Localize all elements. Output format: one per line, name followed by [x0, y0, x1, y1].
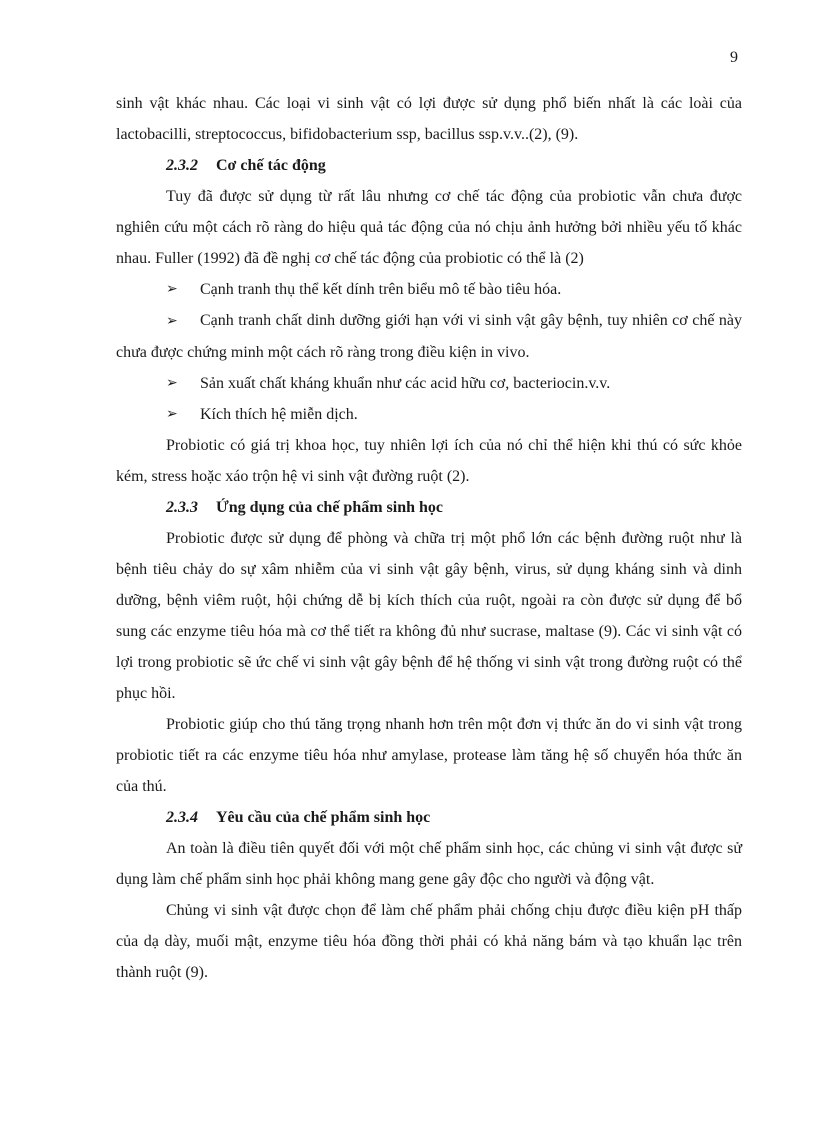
page-number: 9	[730, 49, 738, 66]
bullet-text: Cạnh tranh chất dinh dưỡng giới hạn với vi sinh vật gây bệnh, tuy nhiên cơ chế này chưa được chứng minh một cách rõ ràng trong điều kiện in vivo.	[116, 312, 742, 361]
arrow-bullet-icon: ➢	[166, 313, 178, 329]
section-heading-2-3-4	[166, 802, 742, 833]
section-number: 2.3.3	[166, 499, 198, 516]
arrow-bullet-icon: ➢	[166, 375, 178, 391]
bullet-item	[116, 399, 742, 430]
section-number: 2.3.4	[166, 809, 198, 826]
paragraph: Chủng vi sinh vật được chọn để làm chế phẩm phải chống chịu được điều kiện pH thấp của dạ dày, muối mật, enzyme tiêu hóa đồng thời phải có khả năng bám và tạo khuẩn lạc trên thành ruột (9).	[116, 902, 742, 981]
section-title: Ứng dụng của chế phẩm sinh học	[216, 499, 444, 516]
bullet-text: Kích thích hệ miễn dịch.	[200, 406, 358, 423]
paragraph: sinh vật khác nhau. Các loại vi sinh vật có lợi được sử dụng phổ biến nhất là các loài của lactobacilli, streptococcus, bifidobacterium ssp, bacillus ssp.v.v..(2), (9).	[116, 95, 742, 143]
arrow-bullet-icon: ➢	[166, 281, 178, 297]
page-content	[116, 88, 742, 988]
section-title: Yêu cầu của chế phẩm sinh học	[216, 809, 431, 826]
paragraph: Probiotic có giá trị khoa học, tuy nhiên lợi ích của nó chỉ thể hiện khi thú có sức khỏe kém, stress hoặc xáo trộn hệ vi sinh vật đường ruột (2).	[116, 437, 742, 485]
paragraph: Probiotic được sử dụng để phòng và chữa trị một phổ lớn các bệnh đường ruột như là bệnh tiêu chảy do sự xâm nhiễm của vi sinh vật gây bệnh, virus, sử dụng kháng sinh và dinh dưỡng, bệnh viêm ruột, hội chứng dễ bị kích thích của ruột, ngoài ra còn được sử dụng để bổ sung các enzyme tiêu hóa mà cơ thể tiết ra không đủ như sucrase, maltase (9). Các vi sinh vật có lợi trong probiotic sẽ ức chế vi sinh vật gây bệnh để hệ thống vi sinh vật trong đường ruột có thể phục hồi.	[116, 530, 742, 702]
section-number: 2.3.2	[166, 157, 198, 174]
bullet-text: Sản xuất chất kháng khuẩn như các acid hữu cơ, bacteriocin.v.v.	[200, 375, 611, 392]
bullet-item	[116, 368, 742, 399]
paragraph: An toàn là điều tiên quyết đối với một chế phẩm sinh học, các chủng vi sinh vật được sử dụng làm chế phẩm sinh học phải không mang gene gây độc cho người và động vật.	[116, 840, 742, 888]
section-title: Cơ chế tác động	[216, 157, 326, 174]
section-heading-2-3-3	[166, 492, 742, 523]
section-heading-2-3-2	[166, 150, 742, 181]
paragraph: Probiotic giúp cho thú tăng trọng nhanh hơn trên một đơn vị thức ăn do vi sinh vật trong probiotic tiết ra các enzyme tiêu hóa như amylase, protease làm tăng hệ số chuyển hóa thức ăn của thú.	[116, 716, 742, 795]
bullet-item	[116, 305, 742, 368]
paragraph: Tuy đã được sử dụng từ rất lâu nhưng cơ chế tác động của probiotic vẫn chưa được nghiên cứu một cách rõ ràng do hiệu quả tác động của nó chịu ảnh hưởng bởi nhiều yếu tố khác nhau. Fuller (1992) đã đề nghị cơ chế tác động của probiotic có thể là (2)	[116, 188, 742, 267]
arrow-bullet-icon: ➢	[166, 406, 178, 422]
bullet-text: Cạnh tranh thụ thể kết dính trên biểu mô tế bào tiêu hóa.	[200, 281, 562, 298]
bullet-item	[116, 274, 742, 305]
